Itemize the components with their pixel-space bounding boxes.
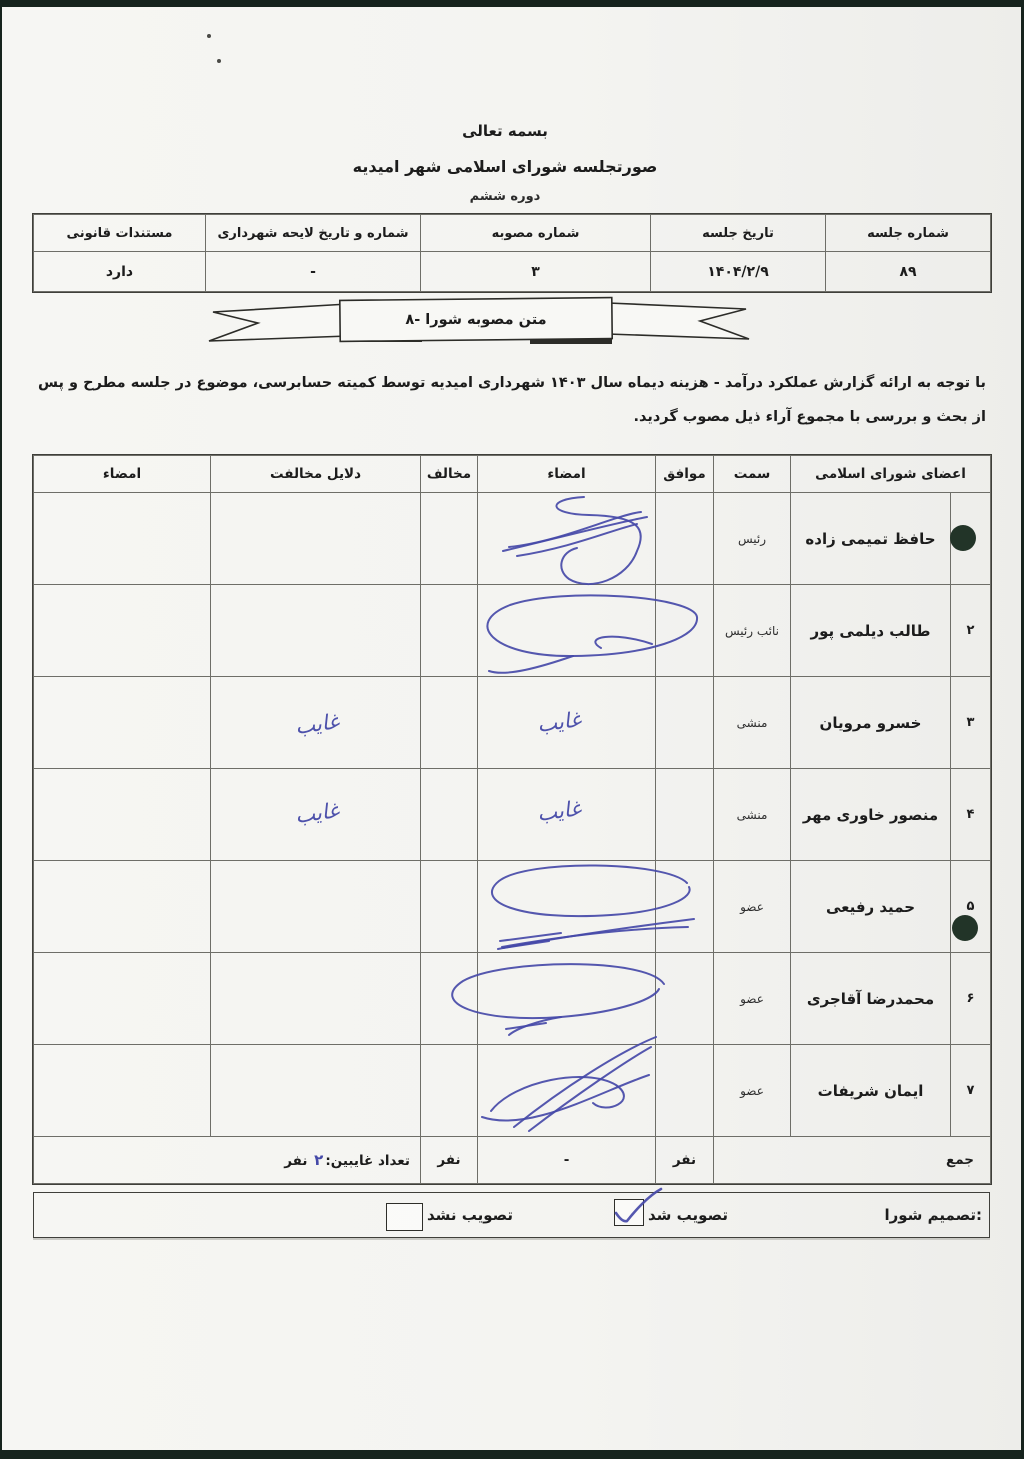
signature-total-dash: - — [478, 1137, 656, 1184]
oppose-cell — [421, 953, 478, 1045]
session-number-value: ۸۹ — [826, 252, 991, 292]
session-date-value: ۱۴۰۴/۲/۹ — [651, 252, 826, 292]
signature-cell — [478, 769, 656, 861]
oppose-cell — [421, 493, 478, 585]
member-row-2 — [34, 585, 991, 677]
signature-cell — [478, 585, 656, 677]
scan-speck — [207, 34, 211, 38]
member-position: نائب رئیس — [714, 585, 791, 677]
member-number — [951, 493, 991, 585]
agree-cell — [656, 1045, 714, 1137]
not-approved-checkbox — [386, 1203, 423, 1231]
bill-number-header: شماره و تاریخ لایحه شهرداری — [206, 215, 421, 252]
members-column-header: اعضای شورای اسلامی — [791, 456, 991, 493]
member-number: ۴ — [951, 769, 991, 861]
oppose-cell — [421, 861, 478, 953]
council-decision-box — [33, 1192, 990, 1238]
absent-count-handwritten: ۲ — [314, 1151, 324, 1169]
signature-cell — [478, 1045, 656, 1137]
session-date-header: تاریخ جلسه — [651, 215, 826, 252]
members-vote-table — [33, 455, 991, 1184]
oppose-cell — [421, 1045, 478, 1137]
member-position: عضو — [714, 861, 791, 953]
oppose-reason-cell — [211, 953, 421, 1045]
oppose-cell — [421, 769, 478, 861]
agree-column-header: موافق — [656, 456, 714, 493]
member-row-6 — [34, 953, 991, 1045]
oppose-reason-cell — [211, 585, 421, 677]
signature-cell — [478, 677, 656, 769]
signature2-cell — [34, 861, 211, 953]
bill-number-value: - — [206, 252, 421, 292]
signature2-column-header: امضاء — [34, 456, 211, 493]
member-number: ۳ — [951, 677, 991, 769]
signature2-cell — [34, 677, 211, 769]
member-position: عضو — [714, 1045, 791, 1137]
absent-note-row4-reason: غایب — [293, 798, 341, 829]
absent-count-cell — [34, 1137, 421, 1184]
oppose-cell — [421, 677, 478, 769]
agree-cell — [656, 953, 714, 1045]
resolution-number-header: شماره مصوبه — [421, 215, 651, 252]
legal-docs-header: مستندات قانونی — [34, 215, 206, 252]
signature-column-header: امضاء — [478, 456, 656, 493]
session-number-header: شماره جلسه — [826, 215, 991, 252]
member-name: خسرو مرویان — [791, 677, 951, 769]
agree-cell — [656, 861, 714, 953]
member-row-7 — [34, 1045, 991, 1137]
agree-cell — [656, 493, 714, 585]
scan-edge-left — [0, 0, 2, 1459]
member-name: محمدرضا آقاجری — [791, 953, 951, 1045]
oppose-cell — [421, 585, 478, 677]
member-row-3 — [34, 677, 991, 769]
oppose-reason-cell — [211, 1045, 421, 1137]
document-title: صورتجلسه شورای اسلامی شهر امیدیه — [352, 157, 658, 176]
approved-option-label: تصویب شد — [648, 1206, 728, 1224]
member-row-1 — [34, 493, 991, 585]
approved-checkbox — [614, 1199, 644, 1226]
absent-label: تعداد غایبین: — [325, 1153, 410, 1169]
agree-cell — [656, 585, 714, 677]
absent-note-row4-signature: غایب — [535, 796, 583, 827]
council-term: دوره ششم — [469, 189, 541, 204]
member-number: ۵ — [951, 861, 991, 953]
not-approved-option-label: تصویب نشد — [426, 1206, 514, 1224]
session-info-table — [33, 214, 991, 292]
resolution-text: با توجه به ارائه گزارش عملکرد درآمد - هزینه دیماه سال ۱۴۰۳ شهرداری امیدیه توسط کمیته حسابرسی، موضوع در جلسه مطرح و پس از بحث و بررسی با مجموع آراء ذیل مصوب گردید. — [38, 375, 986, 425]
resolution-number-value: ۳ — [421, 252, 651, 292]
scan-edge-bottom — [0, 1450, 1024, 1459]
oppose-reason-cell — [211, 677, 421, 769]
signature-cell — [478, 861, 656, 953]
member-name: حافظ تمیمی زاده — [791, 493, 951, 585]
signature2-cell — [34, 953, 211, 1045]
member-position: منشی — [714, 677, 791, 769]
scan-edge-top — [0, 0, 1024, 7]
totals-row — [34, 1137, 991, 1184]
oppose-reason-cell — [211, 493, 421, 585]
oppose-reason-cell — [211, 769, 421, 861]
member-number: ۶ — [951, 953, 991, 1045]
members-table-header-row — [34, 456, 991, 493]
agree-cell — [656, 677, 714, 769]
member-name: منصور خاوری مهر — [791, 769, 951, 861]
member-position: رئیس — [714, 493, 791, 585]
oppose-column-header: مخالف — [421, 456, 478, 493]
signature-cell — [478, 493, 656, 585]
oppose-reason-cell — [211, 861, 421, 953]
absent-note-row3-reason: غایب — [293, 709, 341, 740]
document-header — [0, 122, 1010, 204]
oppose-count-unit: نفر — [421, 1137, 478, 1184]
absent-unit: نفر — [284, 1153, 313, 1169]
oppose-reasons-column-header: دلایل مخالفت — [211, 456, 421, 493]
member-row-4 — [34, 769, 991, 861]
signature2-cell — [34, 769, 211, 861]
member-name: حمید رفیعی — [791, 861, 951, 953]
signature-cell — [478, 953, 656, 1045]
agree-cell — [656, 769, 714, 861]
signature2-cell — [34, 1045, 211, 1137]
member-number: ۷ — [951, 1045, 991, 1137]
totals-label: جمع — [714, 1137, 991, 1184]
scan-speck — [217, 59, 221, 63]
member-row-5 — [34, 861, 991, 953]
member-name: طالب دیلمی پور — [791, 585, 951, 677]
decision-label: تصمیم شورا: — [884, 1206, 982, 1224]
member-position: منشی — [714, 769, 791, 861]
agree-count-unit: نفر — [656, 1137, 714, 1184]
legal-docs-value: دارد — [34, 252, 206, 292]
position-column-header: سمت — [714, 456, 791, 493]
signature2-cell — [34, 493, 211, 585]
member-name: ایمان شریفات — [791, 1045, 951, 1137]
bismillah-line: بسمه تعالی — [462, 122, 548, 140]
resolution-banner — [200, 296, 760, 354]
banner-title: ۸- متن مصوبه شورا — [405, 312, 547, 328]
signature2-cell — [34, 585, 211, 677]
member-number: ۲ — [951, 585, 991, 677]
absent-note-row3-signature: غایب — [535, 707, 583, 738]
member-position: عضو — [714, 953, 791, 1045]
